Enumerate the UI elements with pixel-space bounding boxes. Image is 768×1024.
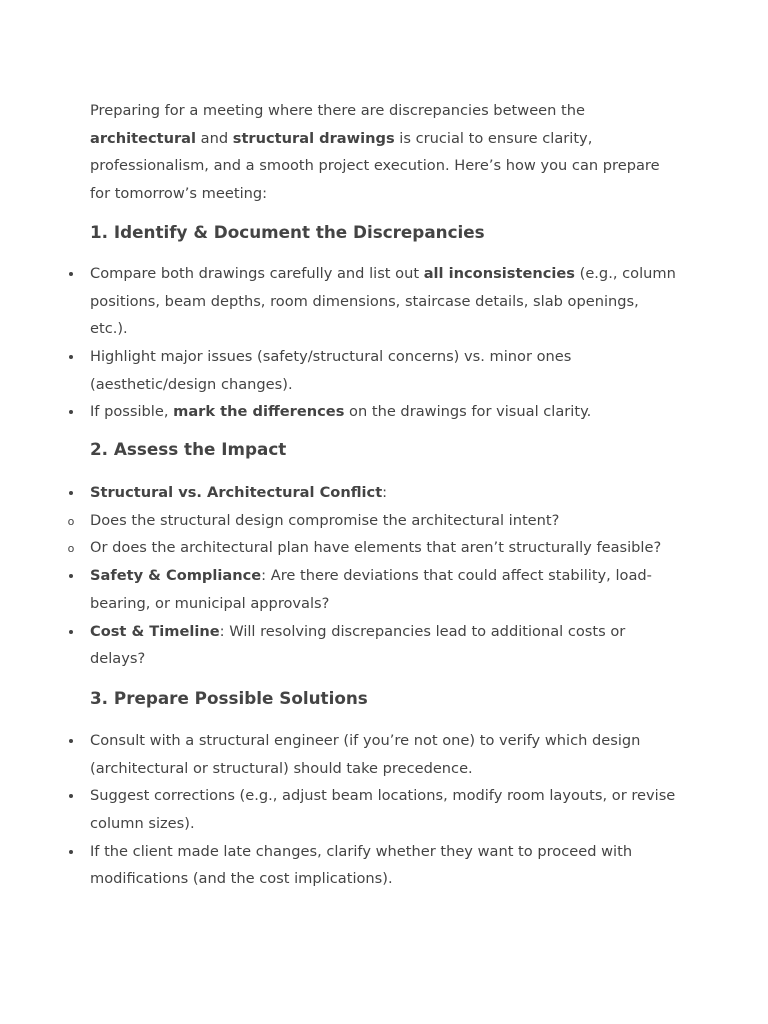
- list-item: [90, 479, 680, 507]
- bullet-circle-icon: o: [67, 514, 75, 528]
- list-item: [90, 618, 680, 673]
- list-item: [90, 343, 680, 398]
- section-3-list: [90, 727, 680, 893]
- list-item-text: (e.g., column positions, beam depths, room dimensions, staircase details, slab openings, etc.).: [90, 264, 676, 338]
- bullet-circle-icon: o: [67, 542, 75, 556]
- intro-text-3: is crucial to ensure clarity, professionalism, and a smooth project execution. Here’s how you can prepare for tomorrow’s meeting:: [90, 129, 660, 203]
- list-item-bold-text: all inconsistencies: [423, 264, 575, 282]
- list-item-text: Highlight major issues (safety/structural concerns) vs. minor ones (aesthetic/design changes).: [90, 347, 572, 393]
- sub-list-item: [67, 507, 680, 535]
- list-item: [90, 260, 680, 343]
- intro-text-1: Preparing for a meeting where there are discrepancies between the: [90, 102, 586, 119]
- list-item: [90, 838, 680, 893]
- intro-bold-structural-drawings: structural drawings: [232, 129, 395, 147]
- list-item: [90, 782, 680, 837]
- list-item-bold-text: Cost & Timeline: [90, 622, 220, 640]
- list-item-text: Does the structural design compromise the architectural intent?: [90, 511, 560, 529]
- list-item: [90, 727, 680, 782]
- sub-list-item: [67, 534, 680, 562]
- list-item-text: : Will resolving discrepancies lead to additional costs or delays?: [90, 622, 626, 668]
- list-item-bold-text: mark the differences: [173, 403, 345, 421]
- section-1-list: [90, 260, 680, 426]
- list-item-bold-text: Safety & Compliance: [90, 567, 262, 585]
- intro-bold-architectural: architectural: [90, 129, 197, 147]
- list-item-text: : Are there deviations that could affect stability, load-bearing, or municipal approvals?: [90, 567, 652, 612]
- list-item-text: Compare both drawings carefully and list out: [90, 264, 424, 282]
- intro-paragraph: [90, 97, 680, 208]
- list-item-text: If the client made late changes, clarify whether they want to proceed with modifications (and the cost implications).: [90, 842, 633, 888]
- section-2-list: [67, 479, 680, 673]
- section-heading-prepare-solutions: 3. Prepare Possible Solutions: [90, 687, 368, 708]
- list-item-text: Or does the architectural plan have elements that aren’t structurally feasible?: [90, 539, 662, 557]
- list-item-text: If possible,: [90, 403, 174, 421]
- section-heading-assess-impact: 2. Assess the Impact: [90, 439, 287, 460]
- intro-text-2: and: [196, 129, 233, 147]
- section-heading-identify-discrepancies: 1. Identify & Document the Discrepancies: [90, 221, 485, 242]
- list-item: [90, 398, 680, 426]
- document-body: [67, 97, 680, 893]
- list-item-bold-text: Structural vs. Architectural Conflict: [90, 484, 383, 502]
- list-item-text: :: [382, 484, 388, 502]
- list-item-text: Suggest corrections (e.g., adjust beam locations, modify room layouts, or revise column sizes).: [90, 787, 676, 833]
- list-item-text: Consult with a structural engineer (if you’re not one) to verify which design (architectural or structural) should take precedence.: [90, 731, 641, 777]
- list-item: [90, 562, 680, 617]
- list-item-text: on the drawings for visual clarity.: [344, 403, 592, 421]
